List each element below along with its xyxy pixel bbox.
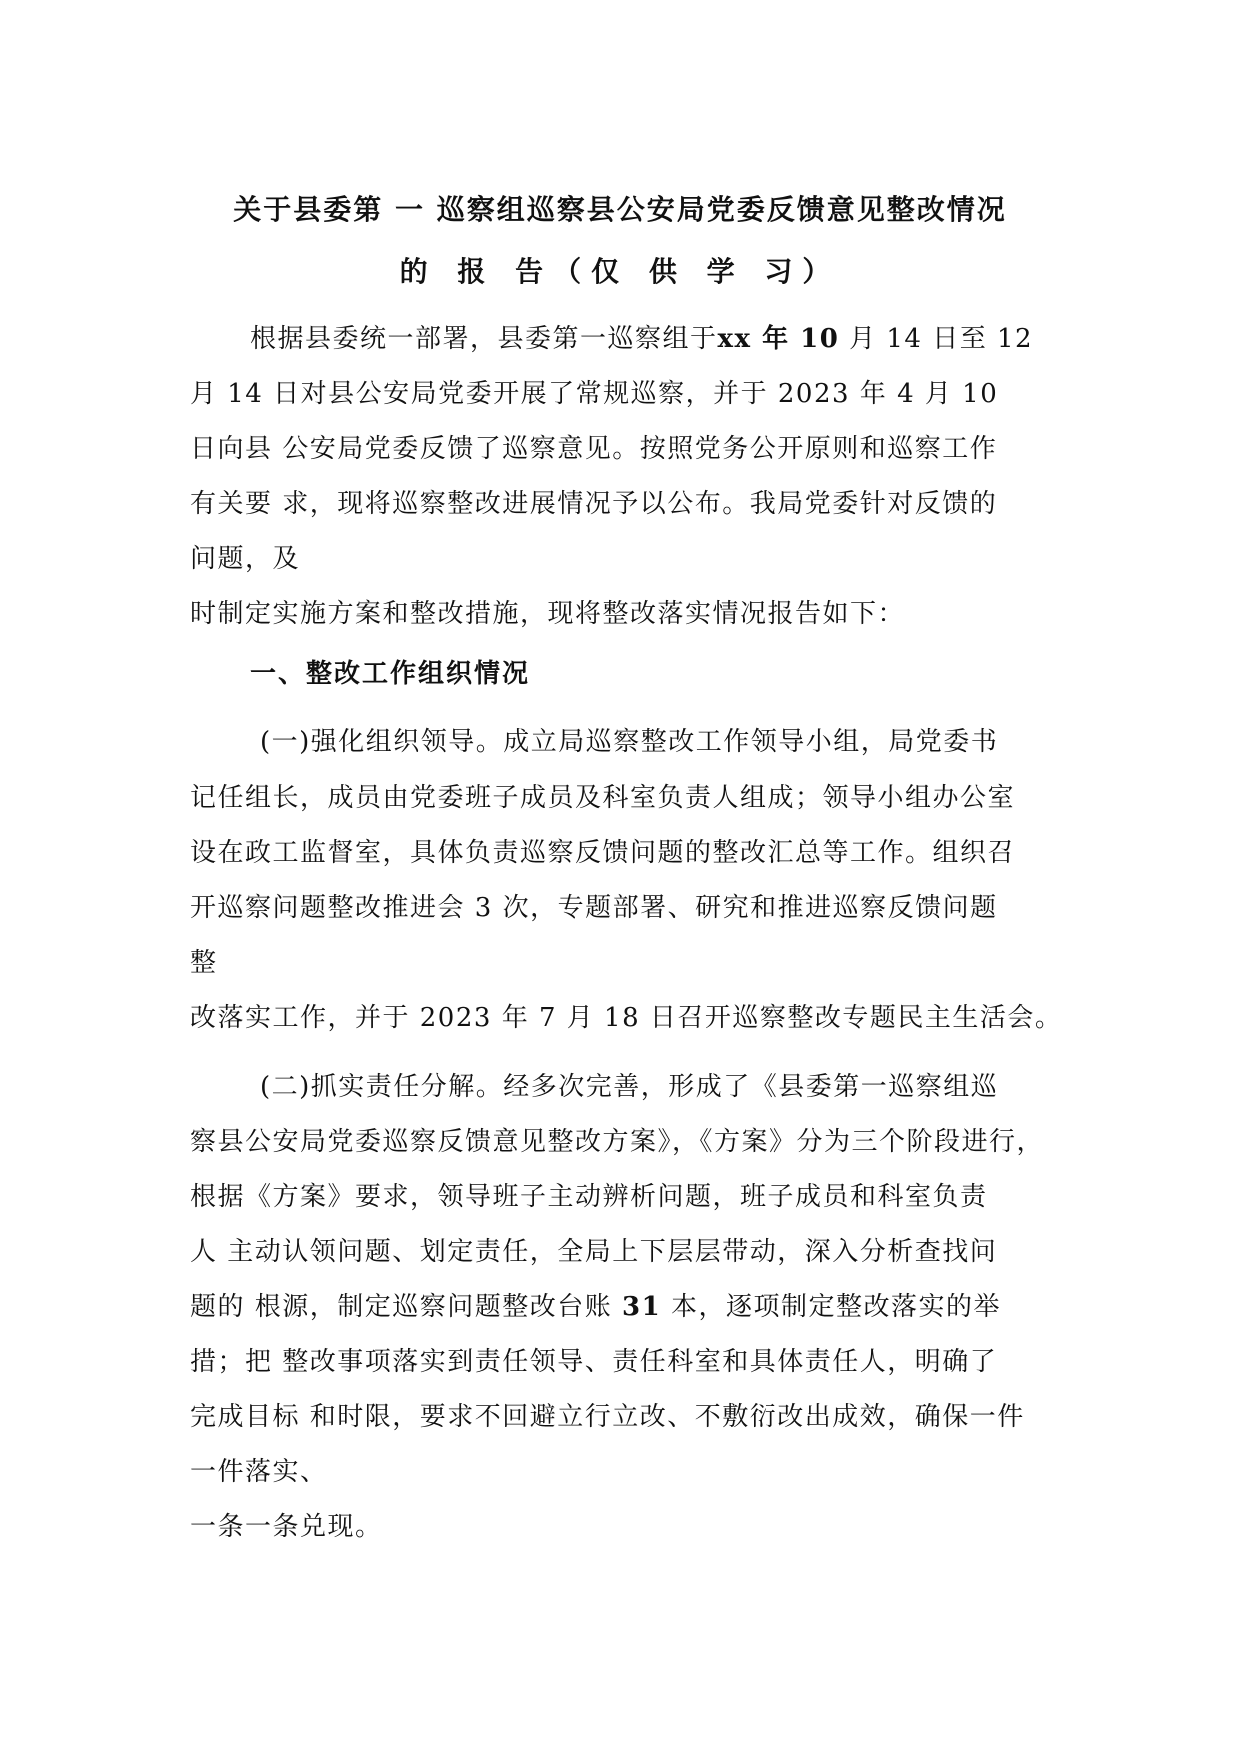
paragraph-2-line-1: (一)强化组织领导。成立局巡察整改工作领导小组，局党委书 bbox=[260, 727, 999, 757]
paragraph-1-line-2: 月 14 日对县公安局党委开展了常规巡察，并于 2023 年 4 月 10 bbox=[190, 379, 999, 409]
paragraph-1-line-5: 问题，及 bbox=[190, 544, 301, 574]
paragraph-1-line-1 bbox=[250, 321, 1033, 357]
paragraph-2-line-6: 改落实工作，并于 2023 年 7 月 18 日召开巡察整改专题民主生活会。 bbox=[190, 1003, 1063, 1033]
text-run: 题的 根源，制定巡察问题整改台账 bbox=[190, 1292, 623, 1322]
paragraph-2-line-3: 设在政工监督室，具体负责巡察反馈问题的整改汇总等工作。组织召 bbox=[190, 838, 1016, 868]
paragraph-3-line-4: 人 主动认领问题、划定责任，全局上下层层带动，深入分析查找问 bbox=[190, 1237, 998, 1267]
paragraph-2-line-5: 整 bbox=[190, 948, 218, 978]
paragraph-1-line-3: 日向县 公安局党委反馈了巡察意见。按照党务公开原则和巡察工作 bbox=[190, 434, 998, 464]
text-run: 本，逐项制定整改落实的举 bbox=[661, 1292, 1001, 1322]
paragraph-3-line-1: (二)抓实责任分解。经多次完善，形成了《县委第一巡察组巡 bbox=[260, 1072, 999, 1102]
paragraph-2-line-4: 开巡察问题整改推进会 3 次，专题部署、研究和推进巡察反馈问题 bbox=[190, 893, 998, 923]
bold-date-run: xx 年 10 bbox=[717, 324, 840, 354]
bold-number-run: 31 bbox=[622, 1292, 662, 1322]
document-title-line-1: 关于县委第 一 巡察组巡察县公安局党委反馈意见整改情况 bbox=[233, 193, 1007, 226]
paragraph-3-line-5 bbox=[190, 1289, 1001, 1325]
paragraph-1-line-4: 有关要 求，现将巡察整改进展情况予以公布。我局党委针对反馈的 bbox=[190, 489, 998, 519]
paragraph-3-line-6: 措；把 整改事项落实到责任领导、责任科室和具体责任人，明确了 bbox=[190, 1347, 998, 1377]
paragraph-3-line-8: 一件落实、 bbox=[190, 1457, 328, 1487]
text-run: 月 14 日至 12 bbox=[839, 324, 1034, 354]
paragraph-3-line-2: 察县公安局党委巡察反馈意见整改方案》，《方案》分为三个阶段进行， bbox=[190, 1127, 1045, 1157]
section-1-heading: 一、整改工作组织情况 bbox=[250, 659, 531, 689]
paragraph-1-line-6: 时制定实施方案和整改措施，现将整改落实情况报告如下： bbox=[190, 599, 906, 629]
paragraph-3-line-7: 完成目标 和时限，要求不回避立行立改、不敷衍改出成效，确保一件 bbox=[190, 1402, 1025, 1432]
text-run: 根据县委统一部署，县委第一巡察组于 bbox=[250, 324, 718, 354]
document-title-line-2: 的 报 告（仅 供 学 习） bbox=[399, 255, 841, 288]
paragraph-2-line-2: 记任组长，成员由党委班子成员及科室负责人组成；领导小组办公室 bbox=[190, 783, 1016, 813]
paragraph-3-line-3: 根据《方案》要求，领导班子主动辨析问题，班子成员和科室负责 bbox=[190, 1182, 988, 1212]
paragraph-3-line-9: 一条一条兑现。 bbox=[190, 1512, 383, 1542]
